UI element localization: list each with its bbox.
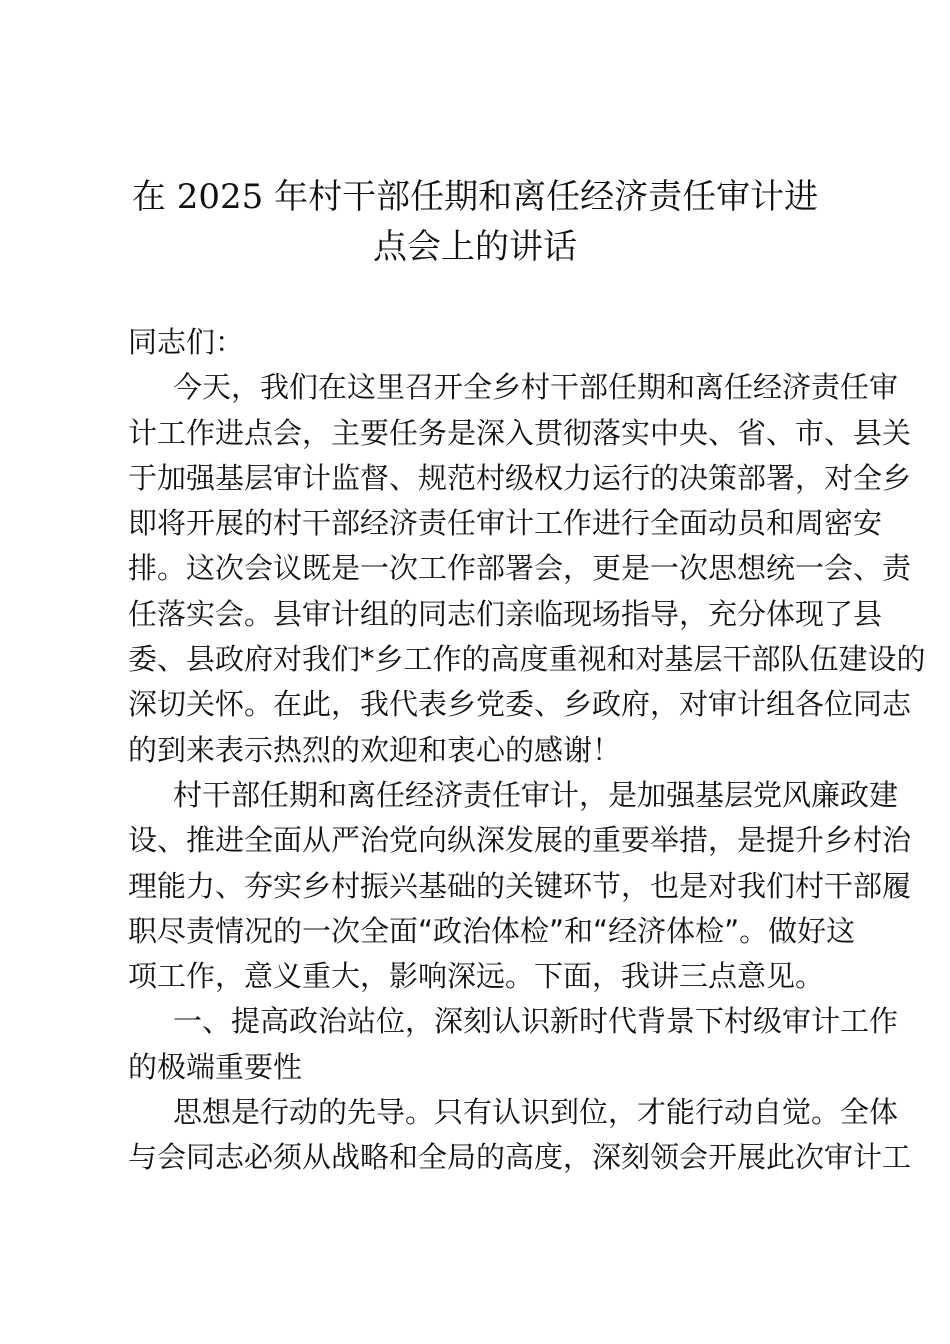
text-line: 思想是行动的先导。只有认识到位，才能行动自觉。全体 [173, 1095, 899, 1130]
document-body [128, 320, 926, 1181]
text-line: 职尽责情况的一次全面“政治体检”和“经济体检”。做好这 [128, 913, 856, 948]
text-line: 一、提高政治站位，深刻认识新时代背景下村级审计工作 [173, 1004, 899, 1039]
text-line: 委、县政府对我们*乡工作的高度重视和对基层干部队伍建设的 [128, 642, 926, 677]
paragraph [128, 1090, 912, 1181]
document-title-line-1: 在 2025 年村干部任期和离任经济责任审计进 [131, 177, 819, 217]
text-line: 与会同志必须从战略和全局的高度，深刻领会开展此次审计工 [128, 1140, 912, 1175]
text-line: 于加强基层审计监督、规范村级权力运行的决策部署，对全乡 [128, 460, 912, 495]
text-line: 村干部任期和离任经济责任审计，是加强基层党风廉政建 [173, 777, 899, 812]
paragraph [128, 365, 926, 773]
text-line: 的到来表示热烈的欢迎和衷心的感谢！ [128, 732, 622, 767]
text-line: 即将开展的村干部经济责任审计工作进行全面动员和周密安 [128, 506, 883, 541]
text-line: 设、推进全面从严治党向纵深发展的重要举措，是提升乡村治 [128, 823, 912, 858]
paragraph [128, 773, 912, 999]
text-line: 今天，我们在这里召开全乡村干部任期和离任经济责任审 [173, 370, 899, 405]
text-line: 理能力、夯实乡村振兴基础的关键环节，也是对我们村干部履 [128, 868, 912, 903]
text-line: 计工作进点会，主要任务是深入贯彻落实中央、省、市、县关 [128, 415, 912, 450]
section-heading [128, 999, 899, 1090]
greeting: 同志们： [128, 325, 245, 359]
text-line: 深切关怀。在此，我代表乡党委、乡政府，对审计组各位同志 [128, 687, 912, 722]
text-line: 排。这次会议既是一次工作部署会，更是一次思想统一会、责 [128, 551, 912, 586]
text-line: 项工作，意义重大，影响深远。下面，我讲三点意见。 [128, 959, 825, 994]
document-title-line-2: 点会上的讲话 [373, 227, 577, 267]
text-line: 任落实会。县审计组的同志们亲临现场指导，充分体现了县 [128, 596, 883, 631]
text-line: 的极端重要性 [128, 1049, 303, 1084]
